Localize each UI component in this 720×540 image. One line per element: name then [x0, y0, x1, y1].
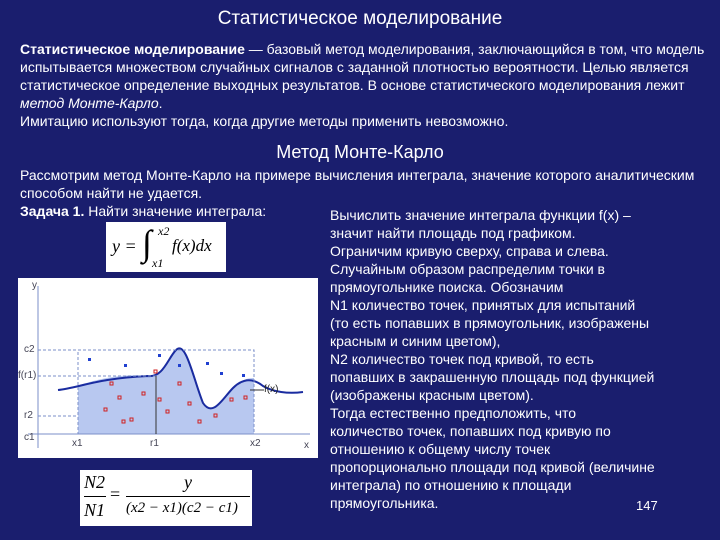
explanation-line: Вычислить значение интеграла функции f(x) – [330, 207, 631, 223]
label-fx: f(x) [264, 384, 279, 395]
task-line [20, 203, 266, 219]
intro-paragraph [20, 40, 710, 130]
explanation-line: Тогда естественно предположить, что [330, 405, 577, 421]
intro-italic: метод Монте-Карло [20, 95, 159, 111]
explanation-line: отношению к общему числу точек [330, 441, 551, 457]
ratio-den-right: (x2 − x1)(c2 − c1) [126, 500, 238, 516]
label-c1: c1 [24, 432, 35, 443]
explanation-line: N2 количество точек под кривой, то есть [330, 351, 594, 367]
explanation-line: прямоугольника. [330, 495, 439, 511]
label-fr1: f(r1) [18, 370, 37, 381]
label-r2: r2 [24, 410, 33, 421]
graph-svg [18, 278, 318, 458]
intro-text2: . [158, 95, 163, 111]
formula-integrand: f(x)dx [172, 236, 212, 255]
explanation-line: пропорционально площади под кривой (величине [330, 459, 655, 475]
intro-line2: Имитацию используют тогда, когда другие методы применить невозможно. [20, 113, 509, 129]
label-x1: x1 [72, 438, 83, 449]
formula-lhs: y = [112, 236, 137, 256]
page-number: 147 [636, 498, 658, 513]
monte-carlo-graph [18, 278, 318, 458]
ratio-den-left: N1 [84, 500, 106, 520]
task-text: Найти значение интеграла: [84, 203, 267, 219]
ratio-num-left: N2 [84, 472, 106, 492]
ratio-bar-left [84, 496, 106, 497]
task-bold: Задача 1. [20, 203, 85, 219]
ratio-formula [80, 470, 252, 526]
explanation-line: значит найти площадь под графиком. [330, 225, 576, 241]
explanation-line: (изображены красным цветом). [330, 387, 534, 403]
integral-sign: ∫ [142, 223, 152, 263]
explanation-text [330, 206, 710, 512]
explanation-line: красным и синим цветом), [330, 333, 501, 349]
label-x2: x2 [250, 438, 261, 449]
subtitle: Метод Монте-Карло [276, 142, 444, 162]
explanation-line: прямоугольнике поиска. Обозначим [330, 279, 564, 295]
integral-formula [106, 222, 226, 272]
explanation-line: попавших в закрашенную площадь под функцией [330, 369, 655, 385]
area-under-curve [78, 348, 254, 434]
label-c2: c2 [24, 344, 35, 355]
explanation-line: N1 количество точек, принятых для испытаний [330, 297, 636, 313]
label-y: y [32, 280, 37, 291]
explanation-line: интеграла) по отношению к площади [330, 477, 572, 493]
ratio-bar-right [126, 496, 250, 497]
formula-upper-limit: x2 [158, 224, 170, 238]
label-r1: r1 [150, 438, 159, 449]
intro-text1: — базовый метод моделирования, заключающийся в том, что модель испытывается множеством случайных сигналов с заданной плотностью вероятности. Целью является статистическое определение выходных результатов. В основе статистического моделирования лежит [20, 41, 705, 93]
ratio-equals: = [110, 484, 121, 504]
slide-title: Статистическое моделирование [217, 8, 503, 29]
explanation-line: количество точек, попавших под кривую по [330, 423, 611, 439]
ratio-num-right: y [184, 472, 192, 492]
explanation-line: (то есть попавших в прямоугольник, изображены [330, 315, 650, 331]
explanation-line: Случайным образом распределим точки в [330, 261, 605, 277]
method-paragraph: Рассмотрим метод Монте-Карло на примере вычисления интеграла, значение которого аналитическим способом найти не удается. [20, 167, 695, 201]
intro-bold: Статистическое моделирование [20, 41, 245, 57]
label-x: x [304, 440, 309, 451]
formula-lower-limit: x1 [152, 256, 164, 270]
explanation-line: Ограничим кривую сверху, справа и слева. [330, 243, 609, 259]
